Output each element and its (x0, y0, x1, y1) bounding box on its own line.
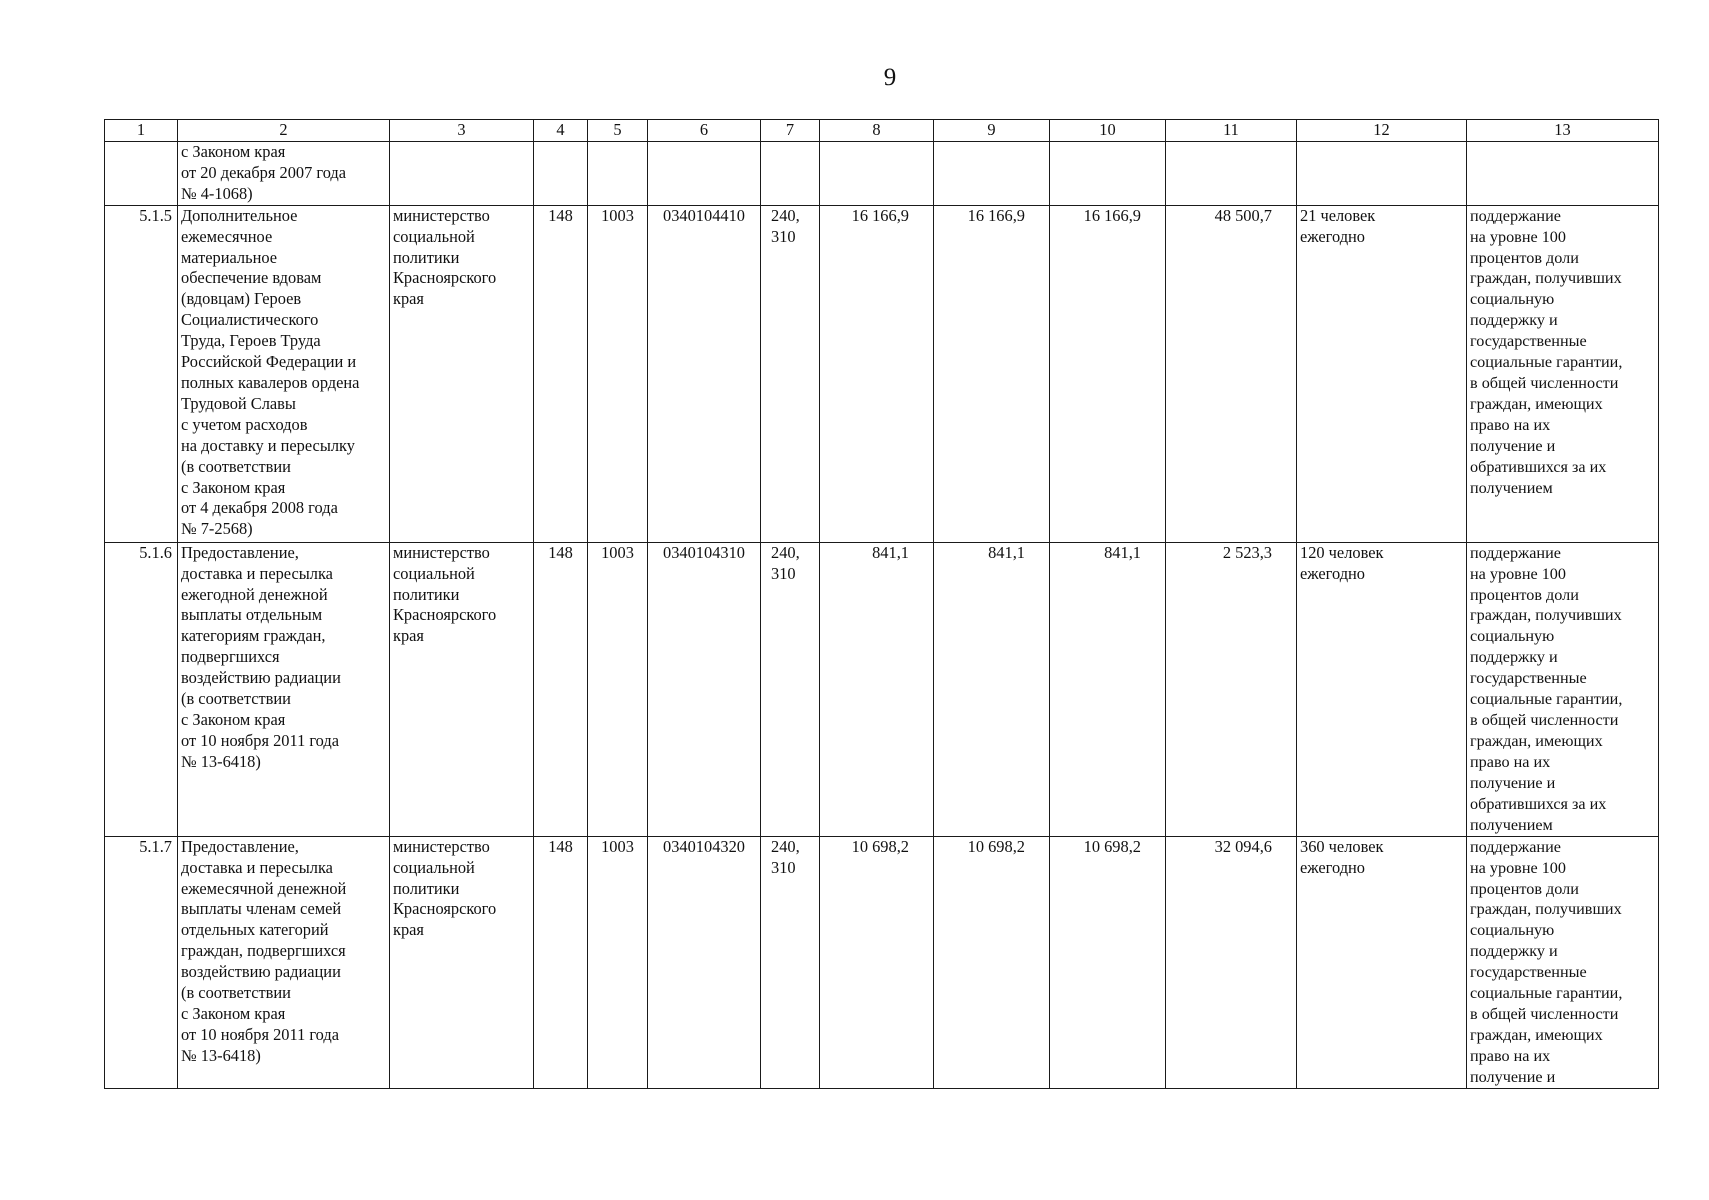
column-header: 4 (534, 120, 588, 142)
column-header: 13 (1467, 120, 1659, 142)
cell-line: Предоставление, (181, 542, 299, 562)
cell-line: граждан, получивших (1470, 269, 1622, 288)
cell-line: право на их (1470, 752, 1551, 771)
executor-cell (390, 836, 534, 1088)
cell-line: право на их (1470, 415, 1551, 434)
cell-line: социальной (393, 857, 475, 877)
cell-lines (1300, 837, 1463, 879)
section-code-cell: 1003 (588, 836, 648, 1088)
cell-line: министерство (393, 542, 490, 562)
cell-line: выплаты отдельным (181, 605, 323, 625)
cell-lines (393, 837, 530, 942)
cell-line: № 4-1068) (181, 183, 253, 203)
cell-line: с учетом расходов (181, 414, 308, 434)
cell-line: поддержку и (1470, 942, 1558, 961)
grbs-code-cell: 148 (534, 836, 588, 1088)
page-number: 9 (883, 64, 897, 91)
cell-line: края (393, 920, 424, 940)
cell-line: с Законом края (181, 142, 286, 161)
column-header: 3 (390, 120, 534, 142)
table-cell (390, 142, 534, 206)
amount-year3-cell: 841,1 (1050, 542, 1166, 836)
cell-line: Красноярского (393, 605, 497, 625)
cell-line: государственные (1470, 963, 1587, 982)
cell-line: граждан, имеющих (1470, 394, 1603, 413)
cell-line: 21 человек (1300, 205, 1376, 225)
section-code-cell: 1003 (588, 205, 648, 542)
cell-line: Предоставление, (181, 836, 299, 856)
grbs-code-cell: 148 (534, 542, 588, 836)
cell-line: Красноярского (393, 899, 497, 919)
cell-line: ежегодно (1300, 563, 1366, 583)
cell-line: 310 (771, 226, 796, 246)
cell-line: на доставку и пересылку (181, 435, 355, 455)
target-code-cell: 0340104310 (648, 542, 761, 836)
cell-line: отдельных категорий (181, 920, 329, 940)
cell-line: № 13-6418) (181, 751, 261, 771)
cell-line: подвергшихся (181, 647, 280, 667)
table-cell (588, 142, 648, 206)
cell-lines (771, 837, 816, 879)
cell-line: от 10 ноября 2011 года (181, 730, 340, 750)
recipients-cell (1297, 205, 1467, 542)
cell-line: социальные гарантии, (1470, 690, 1623, 709)
table-row (105, 836, 1659, 1088)
cell-line: доставка и пересылка (181, 857, 333, 877)
cell-lines (393, 206, 530, 311)
cell-line: поддержку и (1470, 311, 1558, 330)
amount-total-cell: 48 500,7 (1166, 205, 1297, 542)
row-id-cell: 5.1.5 (105, 205, 178, 542)
cell-line: политики (393, 878, 460, 898)
cell-line: (в соответствии (181, 456, 291, 476)
cell-line: обеспечение вдовам (181, 268, 322, 288)
continuation-row (105, 142, 1659, 206)
cell-line: министерство (393, 205, 490, 225)
cell-line: Труда, Героев Труда (181, 331, 321, 351)
cell-line: граждан, подвергшихся (181, 941, 346, 961)
amount-year1-cell: 10 698,2 (820, 836, 934, 1088)
cell-line: поддержание (1470, 837, 1561, 856)
cell-line: социальную (1470, 290, 1555, 309)
cell-line: на уровне 100 (1470, 858, 1566, 877)
column-header: 11 (1166, 120, 1297, 142)
cell-line: социальной (393, 226, 475, 246)
column-header: 9 (934, 120, 1050, 142)
expense-type-cell (761, 542, 820, 836)
cell-lines (1470, 837, 1655, 1088)
executor-cell (390, 542, 534, 836)
cell-line: государственные (1470, 332, 1587, 351)
cell-line: Дополнительное (181, 205, 298, 225)
cell-line: получение и (1470, 436, 1556, 455)
cell-line: (вдовцам) Героев (181, 289, 302, 309)
measure-name-cell (178, 836, 390, 1088)
cell-lines (771, 206, 816, 248)
cell-line: от 20 декабря 2007 года (181, 162, 347, 182)
amount-year3-cell: 10 698,2 (1050, 836, 1166, 1088)
cell-line: ежемесячной денежной (181, 878, 347, 898)
result-cell (1467, 542, 1659, 836)
continuation-name-cell (178, 142, 390, 206)
cell-lines (1300, 543, 1463, 585)
target-code-cell: 0340104320 (648, 836, 761, 1088)
cell-lines (771, 543, 816, 585)
cell-line: граждан, имеющих (1470, 731, 1603, 750)
cell-line: ежегодной денежной (181, 584, 328, 604)
cell-line: ежегодно (1300, 857, 1366, 877)
cell-line: процентов доли (1470, 585, 1579, 604)
cell-line: граждан, получивших (1470, 900, 1622, 919)
row-id-cell: 5.1.7 (105, 836, 178, 1088)
table-cell (1050, 142, 1166, 206)
cell-line: с Законом края (181, 477, 286, 497)
cell-line: получением (1470, 815, 1553, 834)
result-cell (1467, 836, 1659, 1088)
measure-name-cell (178, 205, 390, 542)
cell-line: ежемесячное (181, 226, 273, 246)
amount-year1-cell: 16 166,9 (820, 205, 934, 542)
cell-lines (1470, 543, 1655, 836)
cell-line: от 4 декабря 2008 года (181, 498, 338, 518)
cell-line: социальную (1470, 921, 1555, 940)
executor-cell (390, 205, 534, 542)
amount-year1-cell: 841,1 (820, 542, 934, 836)
cell-line: Социалистического (181, 310, 319, 330)
cell-line: выплаты членам семей (181, 899, 342, 919)
cell-line: 310 (771, 563, 796, 583)
amount-total-cell: 2 523,3 (1166, 542, 1297, 836)
column-header: 10 (1050, 120, 1166, 142)
cell-line: получение и (1470, 773, 1556, 792)
recipients-cell (1297, 836, 1467, 1088)
program-measures-table (104, 119, 1659, 1089)
cell-line: министерство (393, 836, 490, 856)
recipients-cell (1297, 542, 1467, 836)
column-header: 1 (105, 120, 178, 142)
cell-line: воздействию радиации (181, 962, 341, 982)
cell-line: социальную (1470, 627, 1555, 646)
cell-line: 240, (771, 836, 800, 856)
measure-name-cell (178, 542, 390, 836)
expense-type-cell (761, 836, 820, 1088)
cell-line: ежегодно (1300, 226, 1366, 246)
cell-line: № 7-2568) (181, 519, 253, 539)
cell-line: 240, (771, 205, 800, 225)
cell-line: получением (1470, 478, 1553, 497)
cell-line: политики (393, 247, 460, 267)
table-row (105, 542, 1659, 836)
table-cell (1166, 142, 1297, 206)
cell-line: социальной (393, 563, 475, 583)
cell-line: (в соответствии (181, 689, 291, 709)
cell-line: обратившихся за их (1470, 457, 1607, 476)
target-code-cell: 0340104410 (648, 205, 761, 542)
table-header-row (105, 120, 1659, 142)
cell-line: в общей численности (1470, 710, 1619, 729)
cell-line: с Законом края (181, 1003, 286, 1023)
section-code-cell: 1003 (588, 542, 648, 836)
cell-line: 120 человек (1300, 542, 1384, 562)
expense-type-cell (761, 205, 820, 542)
cell-line: процентов доли (1470, 879, 1579, 898)
cell-line: края (393, 626, 424, 646)
cell-line: поддержание (1470, 206, 1561, 225)
cell-line: воздействию радиации (181, 668, 341, 688)
cell-line: в общей численности (1470, 1004, 1619, 1023)
cell-line: на уровне 100 (1470, 227, 1566, 246)
amount-total-cell: 32 094,6 (1166, 836, 1297, 1088)
table-cell (534, 142, 588, 206)
column-header: 8 (820, 120, 934, 142)
cell-line: поддержание (1470, 543, 1561, 562)
cell-line: государственные (1470, 669, 1587, 688)
column-header: 7 (761, 120, 820, 142)
cell-line: края (393, 289, 424, 309)
cell-line: право на их (1470, 1046, 1551, 1065)
cell-lines (181, 206, 386, 541)
column-header: 12 (1297, 120, 1467, 142)
cell-line: политики (393, 584, 460, 604)
cell-line: социальные гарантии, (1470, 984, 1623, 1003)
cell-line: получение и (1470, 1067, 1556, 1086)
cell-lines (393, 543, 530, 648)
cell-line: 240, (771, 542, 800, 562)
cell-line: категориям граждан, (181, 626, 326, 646)
cell-line: социальные гарантии, (1470, 353, 1623, 372)
amount-year2-cell: 841,1 (934, 542, 1050, 836)
cell-lines (181, 837, 386, 1067)
cell-line: на уровне 100 (1470, 564, 1566, 583)
cell-line: Российской Федерации и (181, 352, 357, 372)
cell-line: поддержку и (1470, 648, 1558, 667)
cell-line: граждан, имеющих (1470, 1025, 1603, 1044)
cell-line: доставка и пересылка (181, 563, 333, 583)
column-header: 5 (588, 120, 648, 142)
cell-line: граждан, получивших (1470, 606, 1622, 625)
cell-lines (1470, 206, 1655, 499)
table-cell (1467, 142, 1659, 206)
row-id-cell: 5.1.6 (105, 542, 178, 836)
result-cell (1467, 205, 1659, 542)
cell-line: с Законом края (181, 709, 286, 729)
cell-line: Трудовой Славы (181, 393, 296, 413)
table-row (105, 205, 1659, 542)
cell-line: 360 человек (1300, 836, 1384, 856)
cell-line: 310 (771, 857, 796, 877)
cell-line: полных кавалеров ордена (181, 372, 360, 392)
cell-lines (181, 142, 386, 205)
table-cell (934, 142, 1050, 206)
grbs-code-cell: 148 (534, 205, 588, 542)
cell-line: Красноярского (393, 268, 497, 288)
cell-line: обратившихся за их (1470, 794, 1607, 813)
amount-year2-cell: 10 698,2 (934, 836, 1050, 1088)
cell-line: в общей численности (1470, 373, 1619, 392)
table-cell (105, 142, 178, 206)
column-header: 2 (178, 120, 390, 142)
cell-line: процентов доли (1470, 248, 1579, 267)
cell-line: (в соответствии (181, 983, 291, 1003)
cell-line: материальное (181, 247, 278, 267)
cell-line: от 10 ноября 2011 года (181, 1024, 340, 1044)
table-cell (820, 142, 934, 206)
cell-lines (1300, 206, 1463, 248)
amount-year3-cell: 16 166,9 (1050, 205, 1166, 542)
column-header: 6 (648, 120, 761, 142)
amount-year2-cell: 16 166,9 (934, 205, 1050, 542)
cell-line: № 13-6418) (181, 1045, 261, 1065)
cell-lines (181, 543, 386, 773)
table-cell (1297, 142, 1467, 206)
table-cell (648, 142, 761, 206)
table-cell (761, 142, 820, 206)
